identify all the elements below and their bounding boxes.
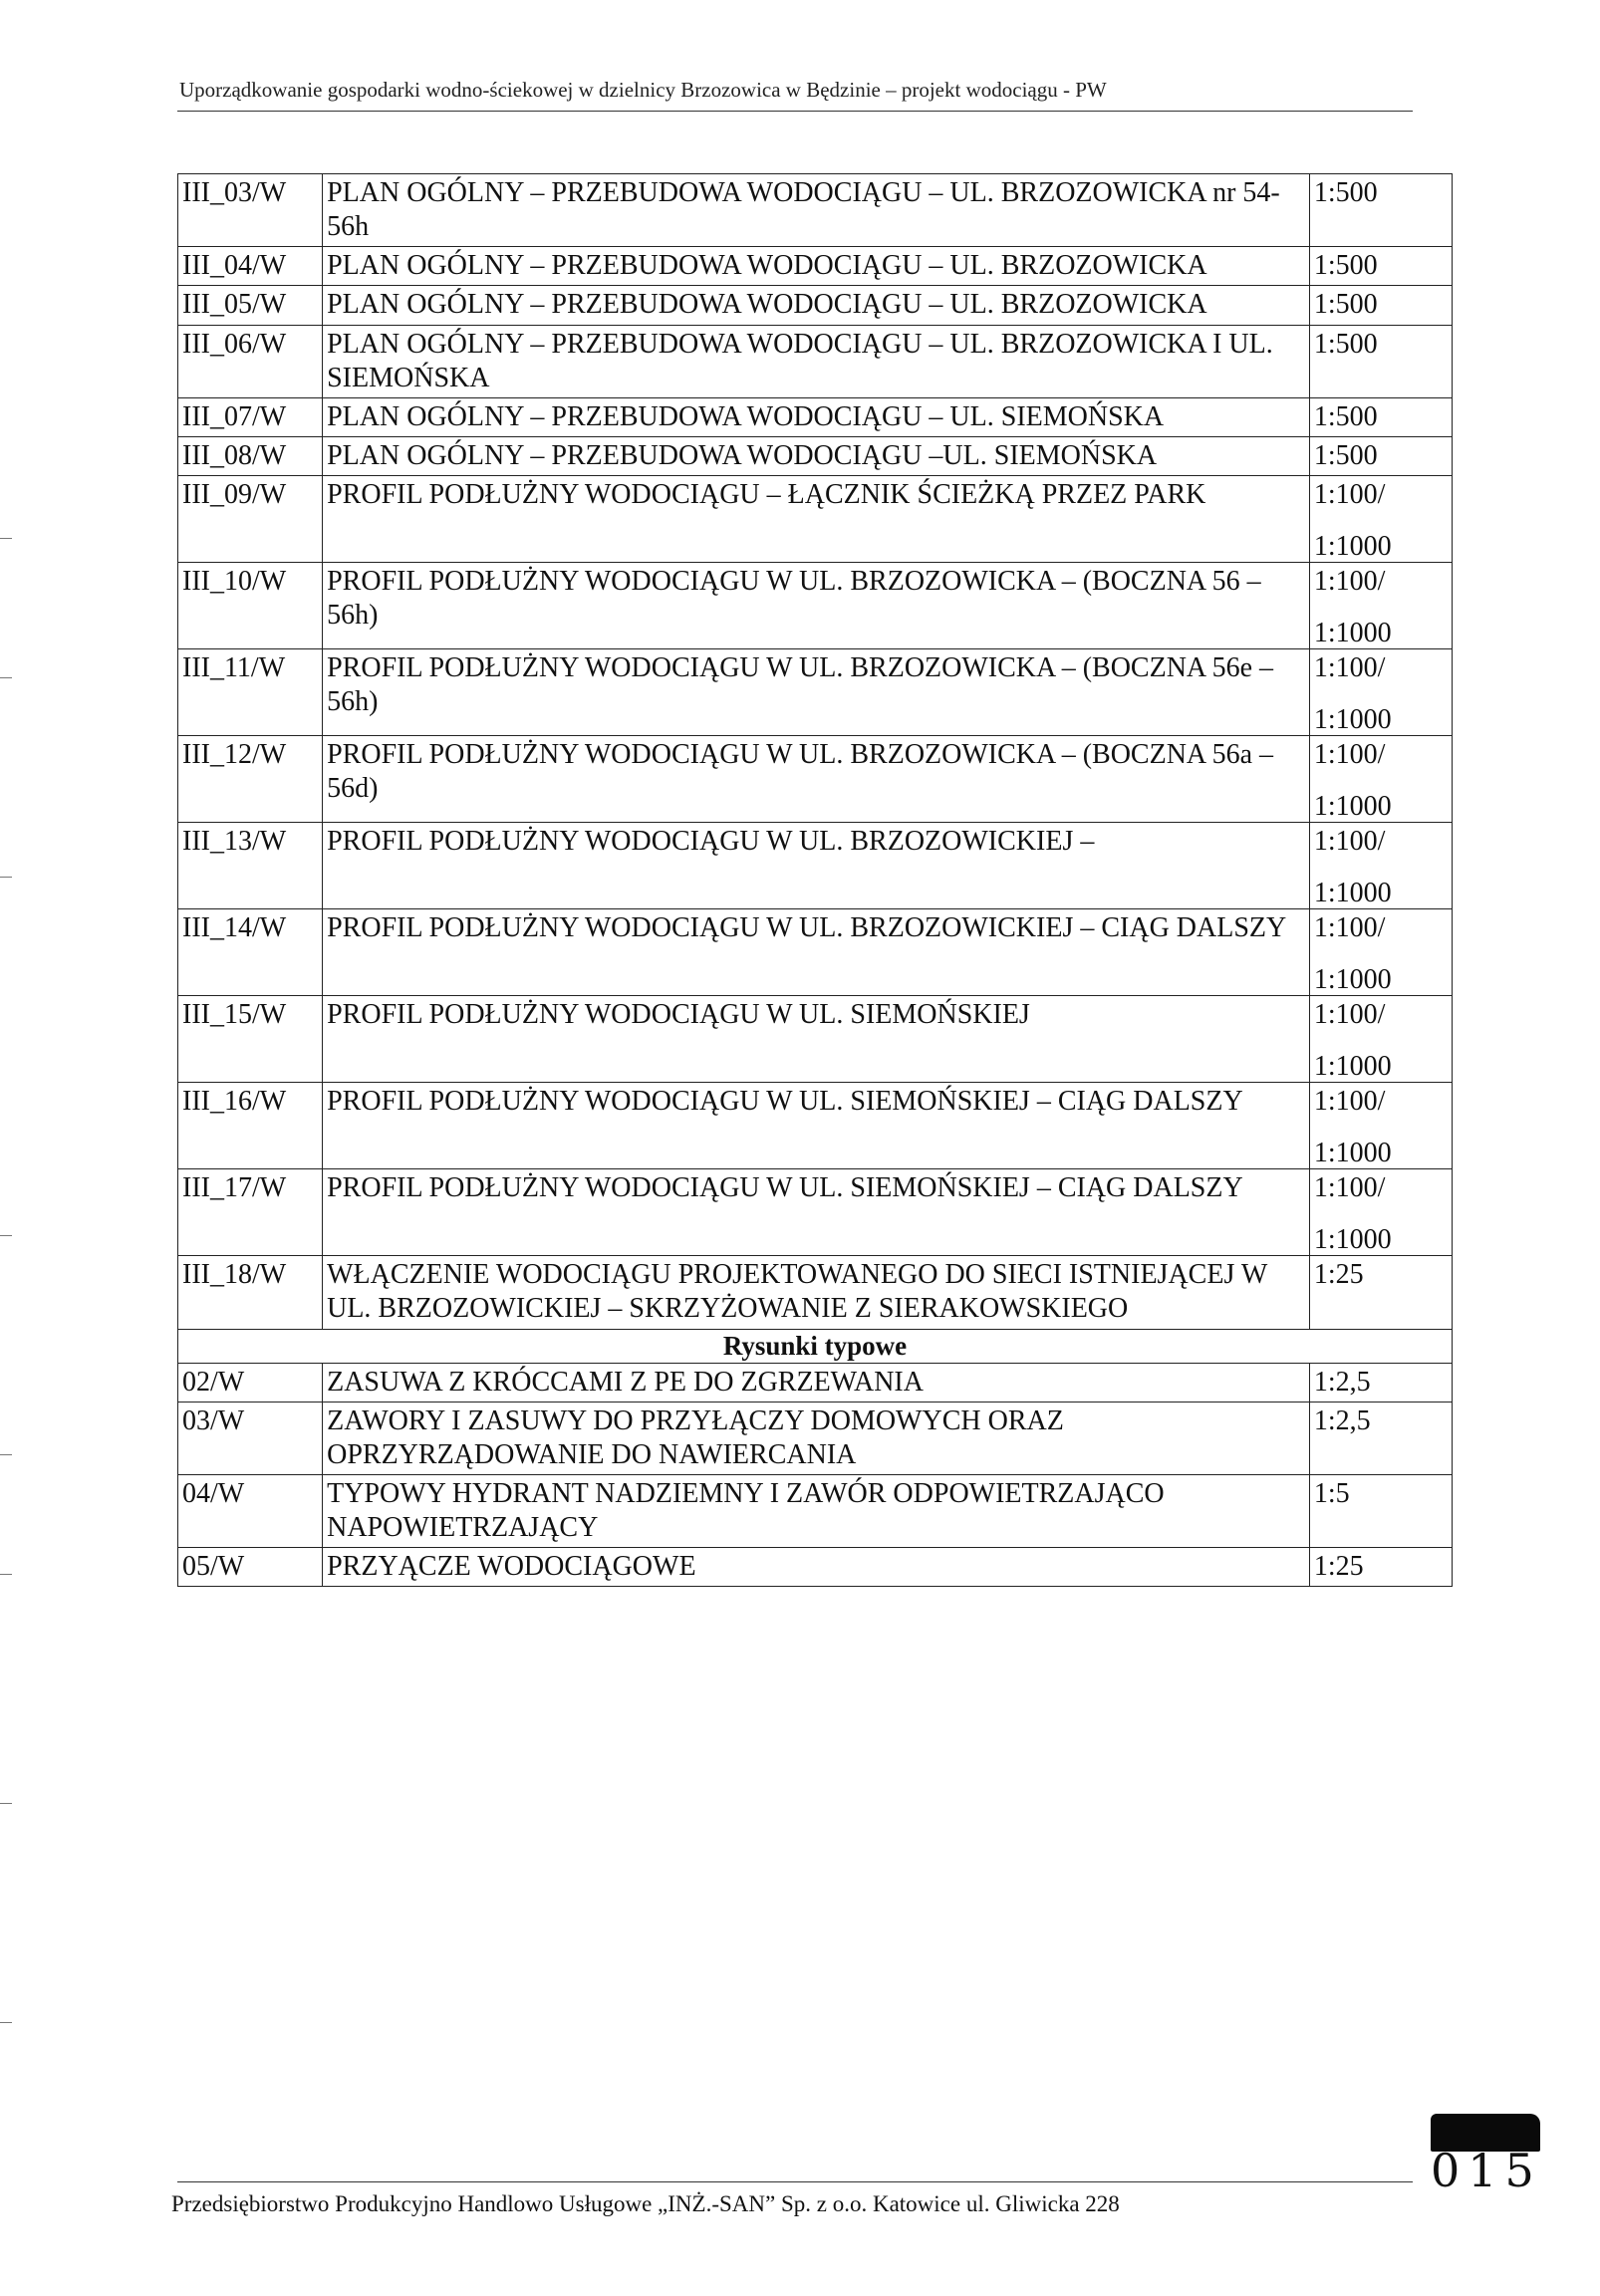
table-row <box>178 1256 1453 1329</box>
margin-mark <box>0 877 12 878</box>
scale-stack <box>1313 478 1450 563</box>
drawing-code: III_09/W <box>178 476 323 563</box>
drawing-scale <box>1309 1083 1452 1169</box>
drawing-title: PLAN OGÓLNY – PRZEBUDOWA WODOCIĄGU – UL. SIEMOŃSKA <box>323 397 1310 436</box>
scale-primary: 1:100/ <box>1313 826 1386 858</box>
drawing-title: PROFIL PODŁUŻNY WODOCIĄGU W UL. BRZOZOWICKA – (BOCZNA 56e – 56h) <box>323 649 1310 736</box>
drawing-title: TYPOWY HYDRANT NADZIEMNY I ZAWÓR ODPOWIETRZAJĄCO NAPOWIETRZAJĄCY <box>323 1474 1310 1547</box>
margin-mark <box>0 2022 12 2023</box>
drawing-title: PROFIL PODŁUŻNY WODOCIĄGU W UL. SIEMOŃSKIEJ – CIĄG DALSZY <box>323 1083 1310 1169</box>
drawing-scale: 1:500 <box>1309 174 1452 247</box>
scale-stack <box>1313 738 1450 823</box>
drawing-code: III_10/W <box>178 563 323 649</box>
drawing-code: III_11/W <box>178 649 323 736</box>
drawings-table-body <box>178 174 1453 1587</box>
drawing-code: III_08/W <box>178 437 323 476</box>
table-row <box>178 1548 1453 1587</box>
drawing-title: PRZYĄCZE WODOCIĄGOWE <box>323 1548 1310 1587</box>
page-number-stamp <box>1427 2114 1544 2203</box>
drawing-code: III_06/W <box>178 325 323 397</box>
drawing-scale: 1:5 <box>1309 1474 1452 1547</box>
drawings-table <box>177 173 1453 1587</box>
page-header: Uporządkowanie gospodarki wodno-ściekowej w dzielnicy Brzozowica w Będzinie – projekt wodociągu - PW <box>179 78 1107 102</box>
drawing-code: III_18/W <box>178 1256 323 1329</box>
drawing-scale <box>1309 736 1452 823</box>
scale-primary: 1:100/ <box>1313 652 1386 684</box>
drawing-title: PROFIL PODŁUŻNY WODOCIĄGU W UL. SIEMOŃSKIEJ <box>323 996 1310 1083</box>
table-row <box>178 247 1453 286</box>
drawing-code: III_14/W <box>178 909 323 996</box>
table-row <box>178 1169 1453 1256</box>
table-row <box>178 286 1453 325</box>
drawing-title: PROFIL PODŁUŻNY WODOCIĄGU W UL. SIEMOŃSKIEJ – CIĄG DALSZY <box>323 1169 1310 1256</box>
margin-mark <box>0 538 12 539</box>
drawing-scale: 1:500 <box>1309 247 1452 286</box>
drawing-title: PLAN OGÓLNY – PRZEBUDOWA WODOCIĄGU – UL. BRZOZOWICKA <box>323 247 1310 286</box>
scale-primary: 1:100/ <box>1313 479 1386 511</box>
scale-stack <box>1313 1085 1450 1169</box>
table-row <box>178 1363 1453 1402</box>
scale-secondary: 1:1000 <box>1313 704 1392 736</box>
drawing-scale: 1:500 <box>1309 437 1452 476</box>
margin-mark <box>0 677 12 678</box>
drawing-scale <box>1309 563 1452 649</box>
table-row <box>178 1402 1453 1474</box>
scale-stack <box>1313 911 1450 996</box>
drawing-title: PROFIL PODŁUŻNY WODOCIĄGU W UL. BRZOZOWICKA – (BOCZNA 56 – 56h) <box>323 563 1310 649</box>
drawing-code: 03/W <box>178 1402 323 1474</box>
page-footer: Przedsiębiorstwo Produkcyjno Handlowo Usługowe „INŻ.-SAN” Sp. z o.o. Katowice ul. Gliwicka 228 <box>171 2191 1120 2216</box>
table-row <box>178 437 1453 476</box>
footer-rule <box>177 2181 1413 2182</box>
table-row <box>178 174 1453 247</box>
section-title: Rysunki typowe <box>178 1329 1453 1363</box>
scale-stack <box>1313 565 1450 649</box>
table-row <box>178 563 1453 649</box>
scale-primary: 1:100/ <box>1313 912 1386 944</box>
drawing-code: III_05/W <box>178 286 323 325</box>
drawing-scale <box>1309 823 1452 909</box>
scale-secondary: 1:1000 <box>1313 1051 1392 1083</box>
drawing-title: PROFIL PODŁUŻNY WODOCIĄGU – ŁĄCZNIK ŚCIEŻKĄ PRZEZ PARK <box>323 476 1310 563</box>
drawing-title: WŁĄCZENIE WODOCIĄGU PROJEKTOWANEGO DO SIECI ISTNIEJĄCEJ W UL. BRZOZOWICKIEJ – SKRZYŻOWANIE Z SIERAKOWSKIEGO <box>323 1256 1310 1329</box>
drawing-scale <box>1309 996 1452 1083</box>
scale-secondary: 1:1000 <box>1313 1138 1392 1169</box>
table-row <box>178 649 1453 736</box>
table-row <box>178 736 1453 823</box>
drawing-title: PLAN OGÓLNY – PRZEBUDOWA WODOCIĄGU –UL. SIEMOŃSKA <box>323 437 1310 476</box>
table-row <box>178 823 1453 909</box>
table-row <box>178 1083 1453 1169</box>
table-row <box>178 1474 1453 1547</box>
section-header-row <box>178 1329 1453 1363</box>
table-row <box>178 996 1453 1083</box>
drawing-title: PLAN OGÓLNY – PRZEBUDOWA WODOCIĄGU – UL. BRZOZOWICKA I UL. SIEMOŃSKA <box>323 325 1310 397</box>
scale-secondary: 1:1000 <box>1313 878 1392 909</box>
drawing-scale: 1:500 <box>1309 286 1452 325</box>
scale-secondary: 1:1000 <box>1313 964 1392 996</box>
drawing-scale: 1:500 <box>1309 325 1452 397</box>
drawing-code: III_07/W <box>178 397 323 436</box>
drawing-scale <box>1309 649 1452 736</box>
page-number: 015 <box>1431 2144 1542 2197</box>
drawing-code: 02/W <box>178 1363 323 1402</box>
margin-mark <box>0 1574 12 1575</box>
drawing-code: III_16/W <box>178 1083 323 1169</box>
drawing-code: III_03/W <box>178 174 323 247</box>
drawing-code: III_17/W <box>178 1169 323 1256</box>
drawing-title: ZAWORY I ZASUWY DO PRZYŁĄCZY DOMOWYCH ORAZ OPRZYRZĄDOWANIE DO NAWIERCANIA <box>323 1402 1310 1474</box>
scale-primary: 1:100/ <box>1313 739 1386 771</box>
drawing-code: 05/W <box>178 1548 323 1587</box>
drawing-scale <box>1309 476 1452 563</box>
margin-mark <box>0 1235 12 1236</box>
scale-primary: 1:100/ <box>1313 999 1386 1031</box>
scale-secondary: 1:1000 <box>1313 1224 1392 1256</box>
drawing-scale <box>1309 1169 1452 1256</box>
scale-primary: 1:100/ <box>1313 1172 1386 1204</box>
drawing-scale: 1:25 <box>1309 1548 1452 1587</box>
drawing-title: PLAN OGÓLNY – PRZEBUDOWA WODOCIĄGU – UL. BRZOZOWICKA <box>323 286 1310 325</box>
margin-mark <box>0 1454 12 1455</box>
scale-secondary: 1:1000 <box>1313 618 1392 649</box>
drawing-scale: 1:500 <box>1309 397 1452 436</box>
header-rule <box>177 111 1413 112</box>
drawing-code: 04/W <box>178 1474 323 1547</box>
scale-stack <box>1313 825 1450 909</box>
scale-primary: 1:100/ <box>1313 1086 1386 1118</box>
scale-primary: 1:100/ <box>1313 566 1386 598</box>
margin-mark <box>0 1803 12 1804</box>
drawing-code: III_04/W <box>178 247 323 286</box>
drawing-scale <box>1309 909 1452 996</box>
drawing-title: PLAN OGÓLNY – PRZEBUDOWA WODOCIĄGU – UL. BRZOZOWICKA nr 54-56h <box>323 174 1310 247</box>
scale-stack <box>1313 651 1450 736</box>
drawing-title: PROFIL PODŁUŻNY WODOCIĄGU W UL. BRZOZOWICKIEJ – CIĄG DALSZY <box>323 909 1310 996</box>
drawing-code: III_13/W <box>178 823 323 909</box>
scale-secondary: 1:1000 <box>1313 791 1392 823</box>
table-row <box>178 325 1453 397</box>
scale-secondary: 1:1000 <box>1313 531 1392 563</box>
drawing-title: PROFIL PODŁUŻNY WODOCIĄGU W UL. BRZOZOWICKA – (BOCZNA 56a – 56d) <box>323 736 1310 823</box>
drawing-scale: 1:2,5 <box>1309 1363 1452 1402</box>
table-row <box>178 397 1453 436</box>
table-row <box>178 909 1453 996</box>
table-row <box>178 476 1453 563</box>
drawing-title: ZASUWA Z KRÓCCAMI Z PE DO ZGRZEWANIA <box>323 1363 1310 1402</box>
drawing-scale: 1:2,5 <box>1309 1402 1452 1474</box>
scale-stack <box>1313 998 1450 1083</box>
drawing-scale: 1:25 <box>1309 1256 1452 1329</box>
drawing-code: III_12/W <box>178 736 323 823</box>
drawing-code: III_15/W <box>178 996 323 1083</box>
scale-stack <box>1313 1171 1450 1256</box>
drawing-title: PROFIL PODŁUŻNY WODOCIĄGU W UL. BRZOZOWICKIEJ – <box>323 823 1310 909</box>
